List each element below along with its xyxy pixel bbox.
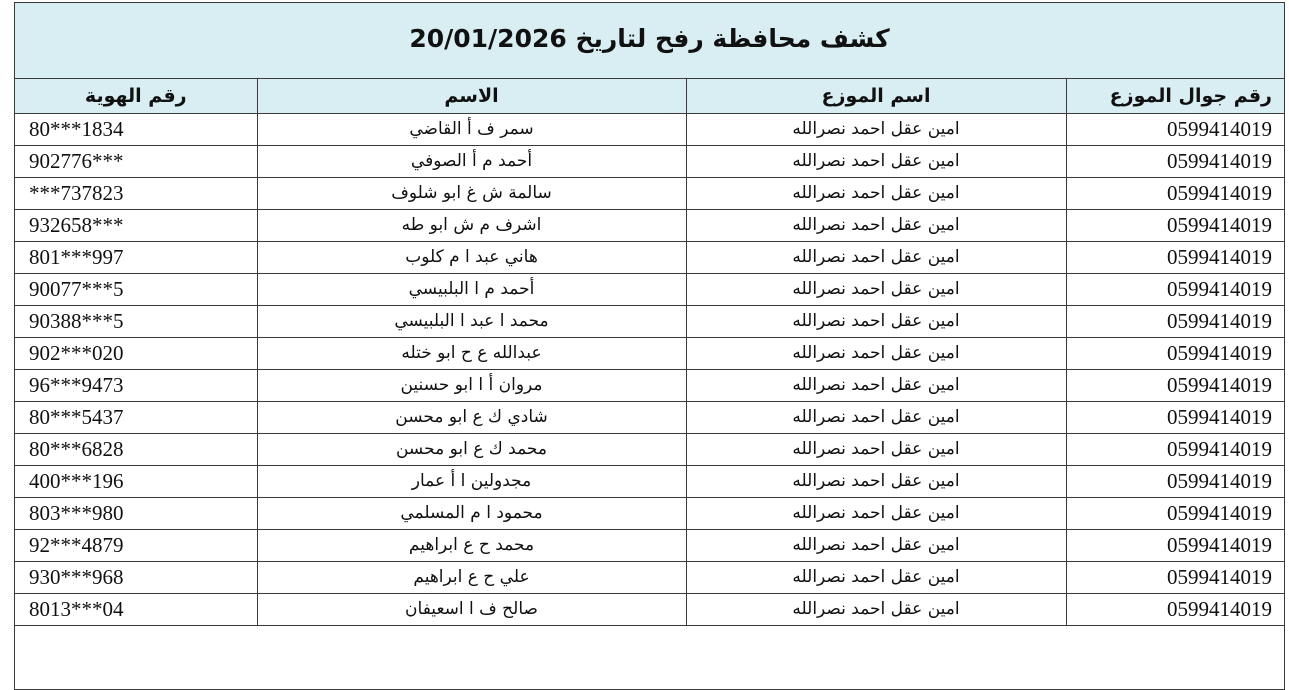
id-number-cell-text: 932658*** [29,212,124,237]
beneficiary-name-cell-text: عبدالله ع ح ابو ختله [401,343,542,363]
id-number-cell-text: 930***968 [29,564,124,589]
distributor-phone-cell-text: 0599414019 [1167,340,1272,365]
id-number-cell [15,305,257,337]
id-number-cell [15,337,257,369]
distributor-name-cell [686,593,1066,625]
header-distributor-name: اسم الموزع [686,79,1066,113]
table-row [15,593,1285,625]
distributor-name-cell-text: امين عقل احمد نصرالله [792,535,960,555]
beneficiary-name-cell [257,561,686,593]
id-number-cell [15,529,257,561]
beneficiary-name-cell-text: هاني عبد ا م كلوب [405,247,538,267]
distributor-phone-cell [1066,561,1285,593]
table-row [15,113,1285,145]
beneficiary-name-cell [257,241,686,273]
id-number-cell-text: 80***6828 [29,436,124,461]
id-number-cell-text: 90077***5 [29,276,124,301]
beneficiary-name-cell-text: محمود ا م المسلمي [400,503,543,523]
beneficiary-name-cell-text: علي ح ع ابراهيم [413,567,530,587]
table-body [15,113,1285,625]
id-number-cell [15,401,257,433]
header-distributor-phone: رقم جوال الموزع [1066,79,1285,113]
beneficiary-name-cell-text: مجدولين ا أ عمار [411,471,532,491]
distributor-name-cell-text: امين عقل احمد نصرالله [792,183,960,203]
distributor-phone-cell [1066,273,1285,305]
distributor-phone-cell-text: 0599414019 [1167,404,1272,429]
beneficiary-name-cell-text: شادي ك ع ابو محسن [395,407,548,427]
distributor-phone-cell-text: 0599414019 [1167,596,1272,621]
distributor-name-cell [686,209,1066,241]
beneficiary-name-cell-text: صالح ف ا اسعيفان [405,599,538,619]
table-row [15,497,1285,529]
beneficiary-name-cell [257,433,686,465]
distributor-name-cell-text: امين عقل احمد نصرالله [792,279,960,299]
distributor-phone-cell-text: 0599414019 [1167,436,1272,461]
table-row [15,177,1285,209]
table-row [15,145,1285,177]
distributor-phone-cell-text: 0599414019 [1167,148,1272,173]
id-number-cell-text: 8013***04 [29,596,124,621]
beneficiary-name-cell-text: سمر ف أ القاضي [409,119,534,139]
distributor-name-cell [686,369,1066,401]
id-number-cell-text: 902776*** [29,148,124,173]
beneficiary-name-cell [257,529,686,561]
distributor-name-cell-text: امين عقل احمد نصرالله [792,311,960,331]
beneficiary-name-cell [257,209,686,241]
distributor-name-cell-text: امين عقل احمد نصرالله [792,375,960,395]
distributor-name-cell-text: امين عقل احمد نصرالله [792,599,960,619]
beneficiary-name-cell [257,593,686,625]
beneficiary-name-cell-text: مروان أ ا ابو حسنين [400,375,543,395]
beneficiary-name-cell [257,497,686,529]
beneficiary-name-cell [257,337,686,369]
distributor-phone-cell-text: 0599414019 [1167,244,1272,269]
distributor-name-cell [686,465,1066,497]
beneficiary-name-cell [257,177,686,209]
table-row [15,305,1285,337]
id-number-cell-text: 400***196 [29,468,124,493]
id-number-cell [15,113,257,145]
beneficiary-name-cell-text: اشرف م ش ابو طه [401,215,542,235]
distributor-name-cell [686,529,1066,561]
distributor-name-cell [686,401,1066,433]
id-number-cell [15,145,257,177]
id-number-cell-text: ***737823 [29,180,124,205]
distributor-name-cell-text: امين عقل احمد نصرالله [792,439,960,459]
beneficiary-name-cell [257,401,686,433]
distributor-name-cell [686,433,1066,465]
distributor-phone-cell-text: 0599414019 [1167,500,1272,525]
distributor-name-cell-text: امين عقل احمد نصرالله [792,343,960,363]
table-row [15,433,1285,465]
id-number-cell-text: 96***9473 [29,372,124,397]
distributor-phone-cell [1066,337,1285,369]
distributor-name-cell [686,273,1066,305]
header-beneficiary-name: الاسم [257,79,686,113]
distributor-phone-cell [1066,593,1285,625]
distributor-name-cell-text: امين عقل احمد نصرالله [792,215,960,235]
distributor-phone-cell [1066,401,1285,433]
beneficiary-name-cell-text: محمد ح ع ابراهيم [408,535,535,555]
distributor-name-cell [686,145,1066,177]
table-row [15,337,1285,369]
beneficiary-name-cell-text: محمد ك ع ابو محسن [395,439,548,459]
beneficiary-name-cell [257,369,686,401]
distributor-phone-cell-text: 0599414019 [1167,212,1272,237]
distributor-name-cell-text: امين عقل احمد نصرالله [792,247,960,267]
id-number-cell [15,593,257,625]
id-number-cell [15,561,257,593]
distributor-phone-cell [1066,369,1285,401]
id-number-cell-text: 92***4879 [29,532,124,557]
table-row [15,273,1285,305]
table-row [15,401,1285,433]
id-number-cell [15,241,257,273]
beneficiary-name-cell [257,305,686,337]
beneficiary-name-cell-text: محمد ا عبد ا البلبيسي [394,311,549,331]
distributor-phone-cell [1066,305,1285,337]
distributor-phone-cell-text: 0599414019 [1167,372,1272,397]
beneficiary-name-cell-text: أحمد م أ الصوفي [410,151,533,171]
distributor-name-cell [686,177,1066,209]
distributor-phone-cell-text: 0599414019 [1167,116,1272,141]
id-number-cell [15,497,257,529]
distributor-phone-cell [1066,177,1285,209]
id-number-cell-text: 801***997 [29,244,124,269]
id-number-cell-text: 80***5437 [29,404,124,429]
distributor-name-cell [686,561,1066,593]
distributor-phone-cell-text: 0599414019 [1167,564,1272,589]
distributor-name-cell [686,113,1066,145]
distributor-name-cell-text: امين عقل احمد نصرالله [792,503,960,523]
id-number-cell-text: 90388***5 [29,308,124,333]
distributor-phone-cell [1066,433,1285,465]
distributor-phone-cell [1066,241,1285,273]
id-number-cell [15,177,257,209]
table-row [15,465,1285,497]
id-number-cell [15,465,257,497]
beneficiary-name-cell [257,465,686,497]
id-number-cell [15,433,257,465]
title-bar [15,3,1284,79]
id-number-cell-text: 902***020 [29,340,124,365]
distributor-name-cell [686,305,1066,337]
distributor-phone-cell [1066,529,1285,561]
distributor-phone-cell [1066,113,1285,145]
beneficiary-name-cell-text: أحمد م ا البلبيسي [408,279,535,299]
table-row [15,241,1285,273]
distributor-name-cell-text: امين عقل احمد نصرالله [792,119,960,139]
id-number-cell [15,273,257,305]
distributor-phone-cell [1066,145,1285,177]
distributor-name-cell [686,497,1066,529]
table-row [15,529,1285,561]
distributor-name-cell-text: امين عقل احمد نصرالله [792,567,960,587]
table-row [15,561,1285,593]
beneficiaries-table [15,79,1285,626]
beneficiary-name-cell-text: سالمة ش غ ابو شلوف [391,183,552,203]
table-row [15,209,1285,241]
distributor-name-cell-text: امين عقل احمد نصرالله [792,151,960,171]
distributor-phone-cell-text: 0599414019 [1167,308,1272,333]
distributor-name-cell-text: امين عقل احمد نصرالله [792,471,960,491]
distributor-name-cell [686,337,1066,369]
id-number-cell [15,369,257,401]
distribution-sheet [14,2,1285,690]
id-number-cell [15,209,257,241]
id-number-cell-text: 80***1834 [29,116,124,141]
beneficiary-name-cell [257,273,686,305]
distributor-name-cell [686,241,1066,273]
beneficiary-name-cell [257,113,686,145]
header-id-number: رقم الهوية [15,79,257,113]
id-number-cell-text: 803***980 [29,500,124,525]
distributor-phone-cell-text: 0599414019 [1167,276,1272,301]
distributor-name-cell-text: امين عقل احمد نصرالله [792,407,960,427]
distributor-phone-cell [1066,497,1285,529]
beneficiary-name-cell [257,145,686,177]
distributor-phone-cell [1066,209,1285,241]
table-header-row [15,79,1285,113]
sheet-title: كشف محافظة رفح لتاريخ 20/01/2026 [409,24,890,53]
distributor-phone-cell-text: 0599414019 [1167,180,1272,205]
distributor-phone-cell [1066,465,1285,497]
distributor-phone-cell-text: 0599414019 [1167,532,1272,557]
table-row [15,369,1285,401]
distributor-phone-cell-text: 0599414019 [1167,468,1272,493]
